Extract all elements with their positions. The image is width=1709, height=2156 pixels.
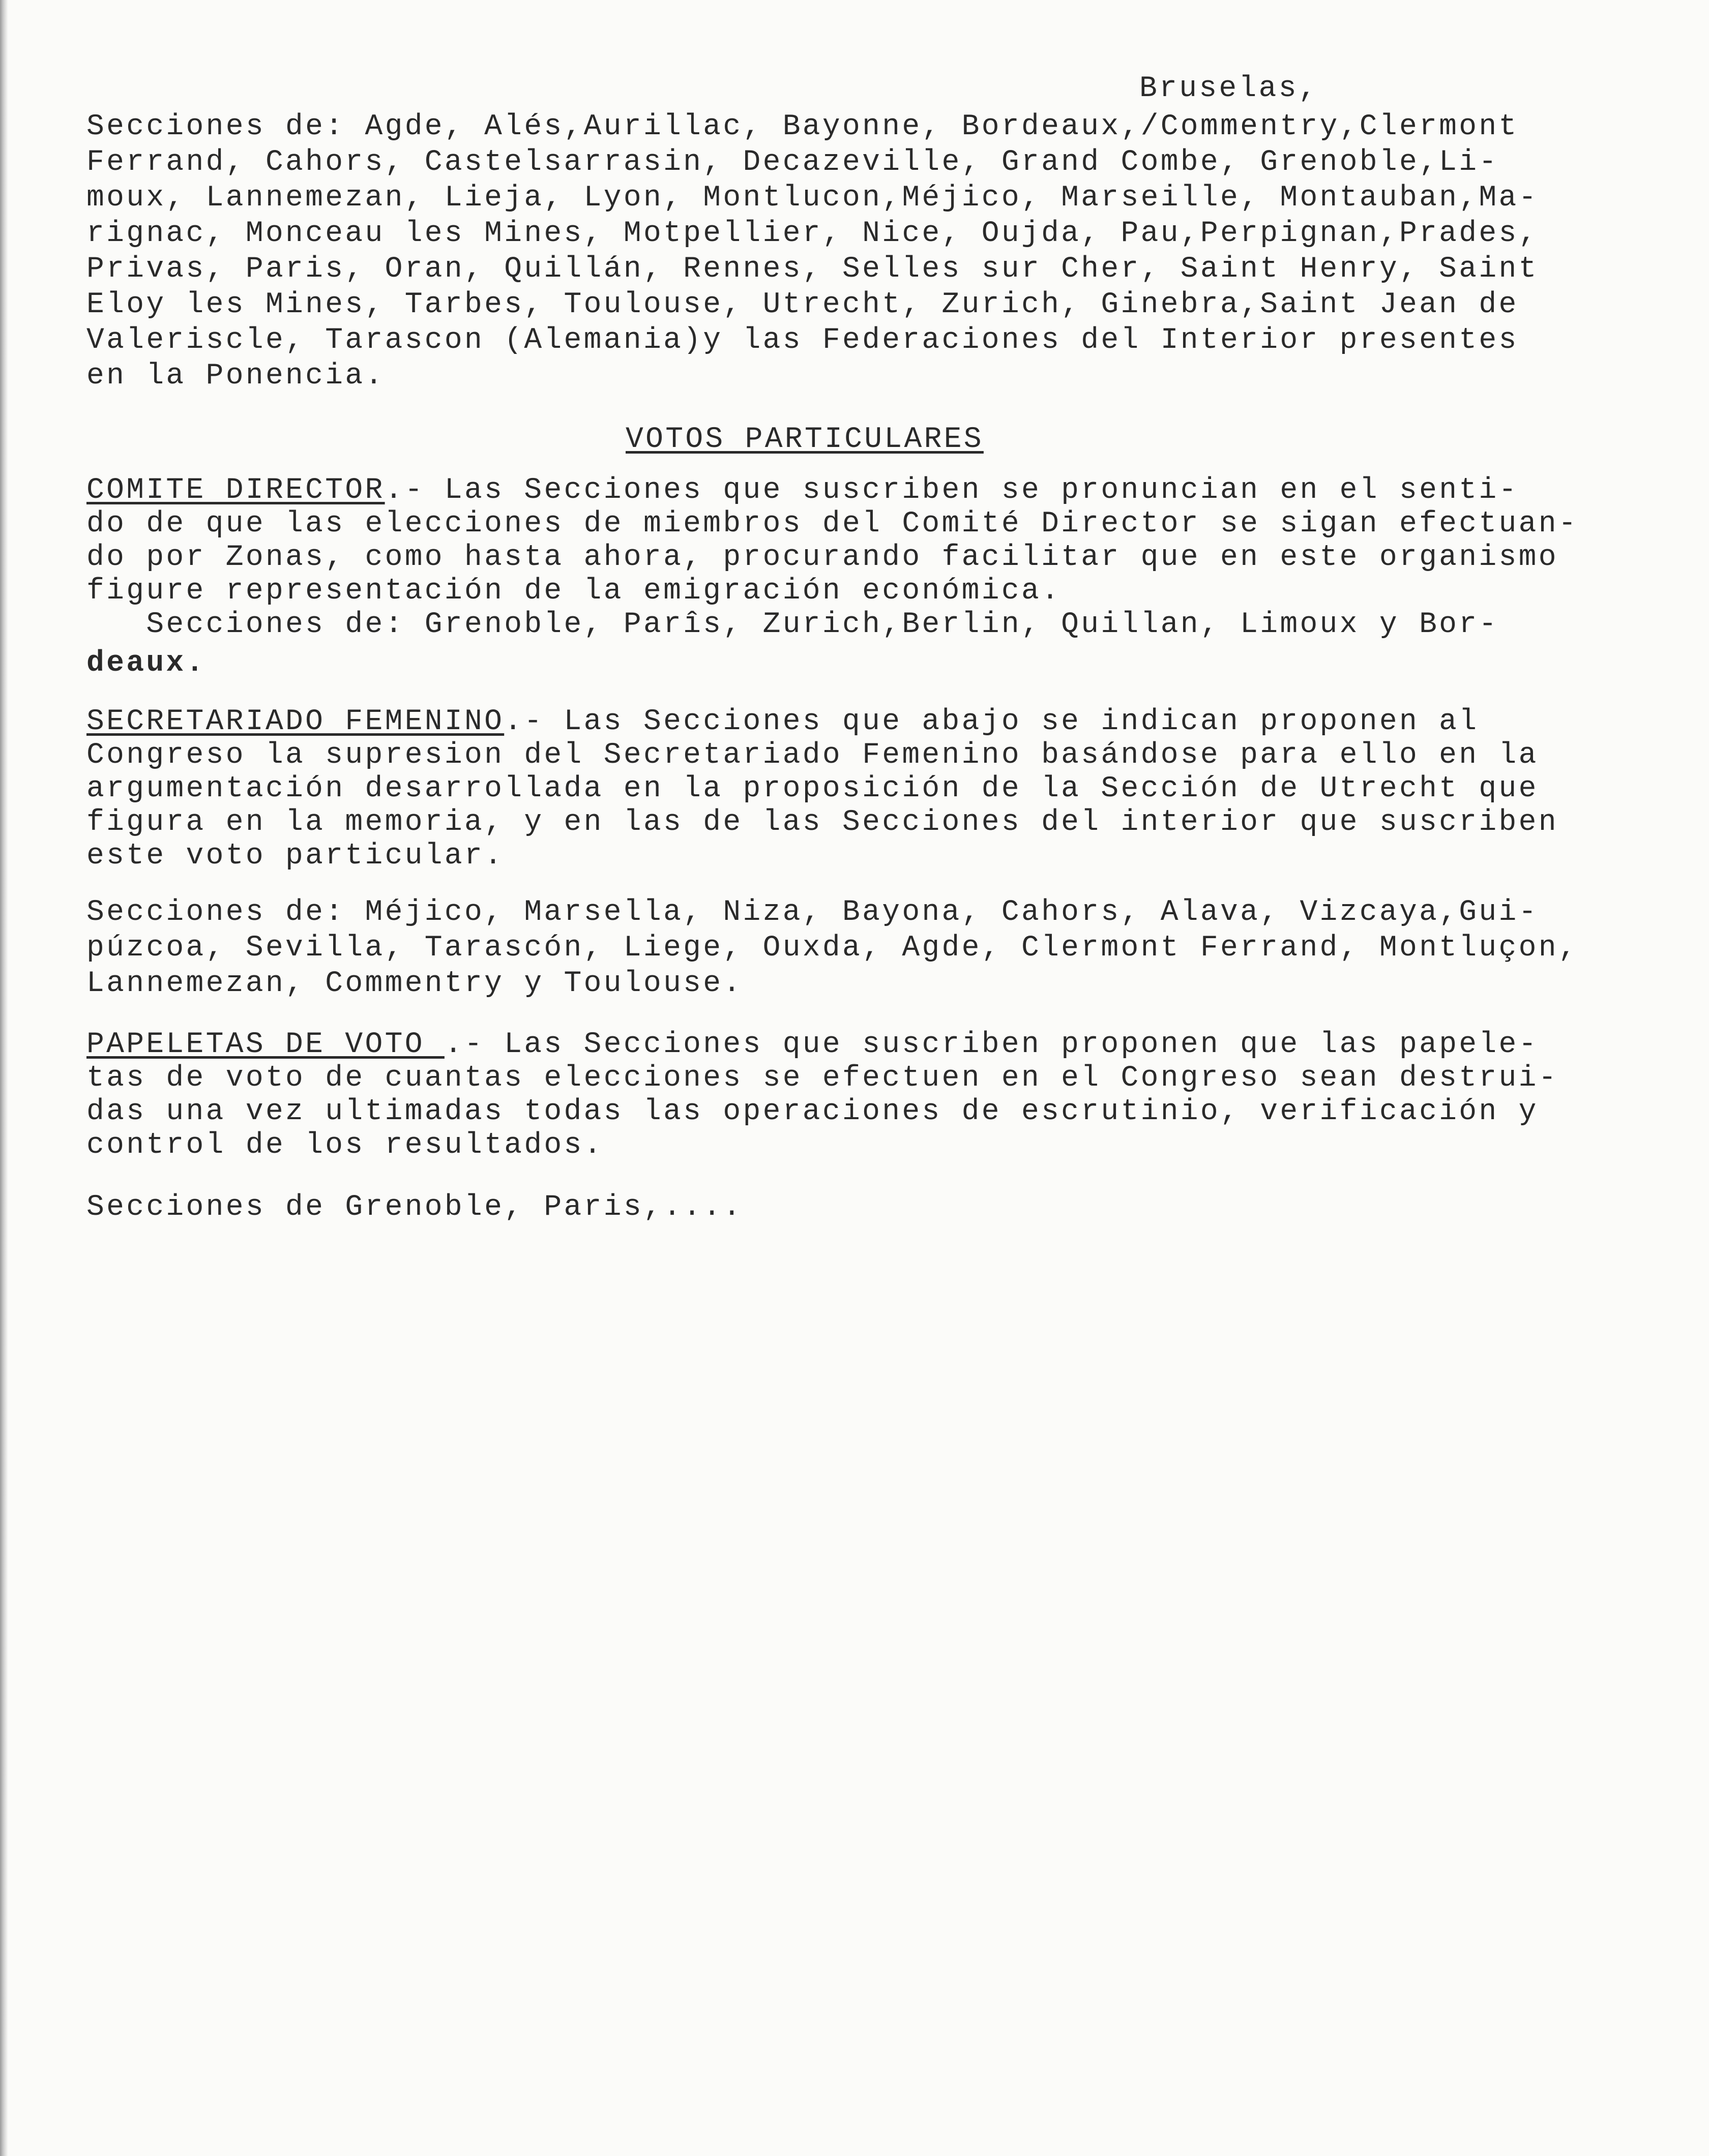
comite-first-line: [86, 473, 1519, 508]
intro-line-8: en la Ponencia.: [86, 360, 385, 393]
papeletas-label: PAPELETAS DE VOTO: [86, 1028, 445, 1061]
intro-line-4: rignac, Monceau les Mines, Motpellier, Nice, Oujda, Pau,Perpignan,Prades,: [86, 217, 1539, 250]
secretariado-line-5: este voto particular.: [86, 840, 505, 873]
comite-line-3: do por Zonas, como hasta ahora, procurando facilitar que en este organismo: [86, 541, 1558, 574]
secretariado-line-2: Congreso la supresion del Secretariado Femenino basándose para ello en la: [86, 739, 1539, 772]
place-date: Bruselas,: [1139, 72, 1318, 105]
secretariado-label: SECRETARIADO FEMENINO: [86, 705, 505, 738]
intro-line-2: Ferrand, Cahors, Castelsarrasin, Decazeville, Grand Combe, Grenoble,Li-: [86, 146, 1499, 179]
secretariado-line-4: figura en la memoria, y en las de las Secciones del interior que suscriben: [86, 806, 1558, 839]
comite-line-2: do de que las elecciones de miembros del Comité Director se sigan efectuan-: [86, 507, 1578, 541]
secretariado-signers-line-1: Secciones de: Méjico, Marsella, Niza, Bayona, Cahors, Alava, Vizcaya,Gui-: [86, 896, 1539, 929]
comite-label: COMITE DIRECTOR: [86, 474, 385, 507]
comite-signers-end: deaux.: [86, 647, 206, 680]
intro-line-5: Privas, Paris, Oran, Quillán, Rennes, Selles sur Cher, Saint Henry, Saint: [86, 253, 1539, 286]
secretariado-signers-line-3: Lannemezan, Commentry y Toulouse.: [86, 967, 743, 1000]
papeletas-signers-line: Secciones de Grenoble, Paris,....: [86, 1191, 743, 1224]
papeletas-line-4: control de los resultados.: [86, 1129, 604, 1162]
secretariado-first-line: [86, 704, 1479, 740]
intro-line-6: Eloy les Mines, Tarbes, Toulouse, Utrecht, Zurich, Ginebra,Saint Jean de: [86, 288, 1519, 321]
intro-line-1: Secciones de: Agde, Alés,Aurillac, Bayonne, Bordeaux,/Commentry,Clermont: [86, 110, 1519, 143]
comite-first-text: .- Las Secciones que suscriben se pronuncian en el senti-: [385, 474, 1519, 507]
intro-line-7: Valeriscle, Tarascon (Alemania)y las Federaciones del Interior presentes: [86, 324, 1519, 357]
papeletas-line-3: das una vez ultimadas todas las operaciones de escrutinio, verificación y: [86, 1095, 1539, 1128]
intro-line-3: moux, Lannemezan, Lieja, Lyon, Montlucon,Méjico, Marseille, Montauban,Ma-: [86, 182, 1539, 215]
papeletas-first-line: [86, 1027, 1539, 1063]
papeletas-line-2: tas de voto de cuantas elecciones se efectuen en el Congreso sean destrui-: [86, 1062, 1558, 1095]
secretariado-signers-line-2: púzcoa, Sevilla, Tarascón, Liege, Ouxda, Agde, Clermont Ferrand, Montluçon,: [86, 932, 1578, 965]
comite-signers-line: Secciones de: Grenoble, Parîs, Zurich,Berlin, Quillan, Limoux y Bor-: [86, 608, 1499, 641]
secretariado-first-text: .- Las Secciones que abajo se indican proponen al: [504, 705, 1479, 738]
scanned-page-edge: [0, 0, 8, 2156]
comite-line-4: figure representación de la emigración económica.: [86, 575, 1062, 608]
section-heading: VOTOS PARTICULARES: [626, 423, 984, 456]
secretariado-line-3: argumentación desarrollada en la proposición de la Sección de Utrecht que: [86, 772, 1539, 805]
papeletas-first-text: .- Las Secciones que suscriben proponen que las papele-: [444, 1028, 1539, 1061]
